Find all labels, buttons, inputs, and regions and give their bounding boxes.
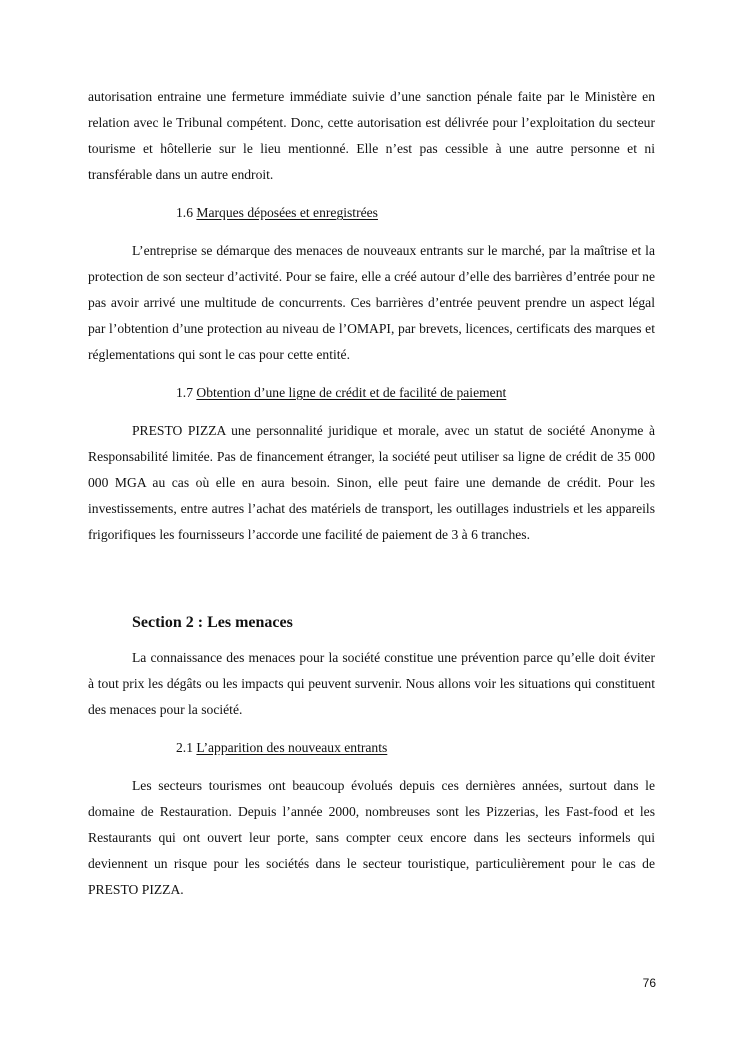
paragraph-1-7: PRESTO PIZZA une personnalité juridique et morale, avec un statut de société Anonyme à Responsabilité limitée. Pas de financement étranger, la société peut utiliser sa ligne de crédit de 35 000 000 MGA au cas où elle en aura besoin. Sinon, elle peut faire une demande de crédit. Pour les investissements, entre autres l’achat des matériels de transport, les outillages industriels et les appareils frigorifiques les fournisseurs l’accorde une facilité de paiement de 3 à 6 tranches. <box>88 423 655 542</box>
subheading-1-6 <box>88 200 655 226</box>
document-page <box>88 84 655 903</box>
subheading-title: Obtention d’une ligne de crédit et de facilité de paiement <box>196 385 507 400</box>
page-number: 76 <box>642 976 656 990</box>
subheading-title: Marques déposées et enregistrées <box>196 205 378 220</box>
section-heading: Section 2 : Les menaces <box>132 614 293 631</box>
subheading-2-1 <box>88 735 655 761</box>
paragraph-1-6: L’entreprise se démarque des menaces de nouveaux entrants sur le marché, par la maîtrise et la protection de son secteur d’activité. Pour se faire, elle a créé autour d’elle des barrières d’entrée pour ne pas avoir arrivé une multitude de concurrents. Ces barrières d’entrée peuvent prendre un aspect légal par l’obtention d’une protection au niveau de l’OMAPI, par brevets, licences, certificats des marques et réglementations qui sont le cas pour cette entité. <box>88 243 655 362</box>
subheading-title: L’apparition des nouveaux entrants <box>196 740 388 755</box>
subheading-number: 1.6 <box>176 205 193 220</box>
paragraph-2-1: Les secteurs tourismes ont beaucoup évolués depuis ces dernières années, surtout dans le domaine de Restauration. Depuis l’année 2000, nombreuses sont les Pizzerias, les Fast-food et les Restaurants qui ont ouvert leur porte, sans compter ceux encore dans les secteurs informels qui deviennent un risque pour les sociétés dans le secteur touristique, particulièrement pour le cas de PRESTO PIZZA. <box>88 778 655 897</box>
paragraph-section-2-intro: La connaissance des menaces pour la société constitue une prévention parce qu’elle doit éviter à tout prix les dégâts ou les impacts qui peuvent survenir. Nous allons voir les situations qui constituent des menaces pour la société. <box>88 650 655 717</box>
subheading-1-7 <box>88 380 655 406</box>
subheading-number: 2.1 <box>176 740 193 755</box>
subheading-number: 1.7 <box>176 385 193 400</box>
paragraph-continued: autorisation entraine une fermeture immédiate suivie d’une sanction pénale faite par le Ministère en relation avec le Tribunal compétent. Donc, cette autorisation est délivrée pour l’exploitation du secteur tourisme et hôtellerie sur le lieu mentionné. Elle n’est pas cessible à une autre personne et ni transférable dans un autre endroit. <box>88 89 655 182</box>
